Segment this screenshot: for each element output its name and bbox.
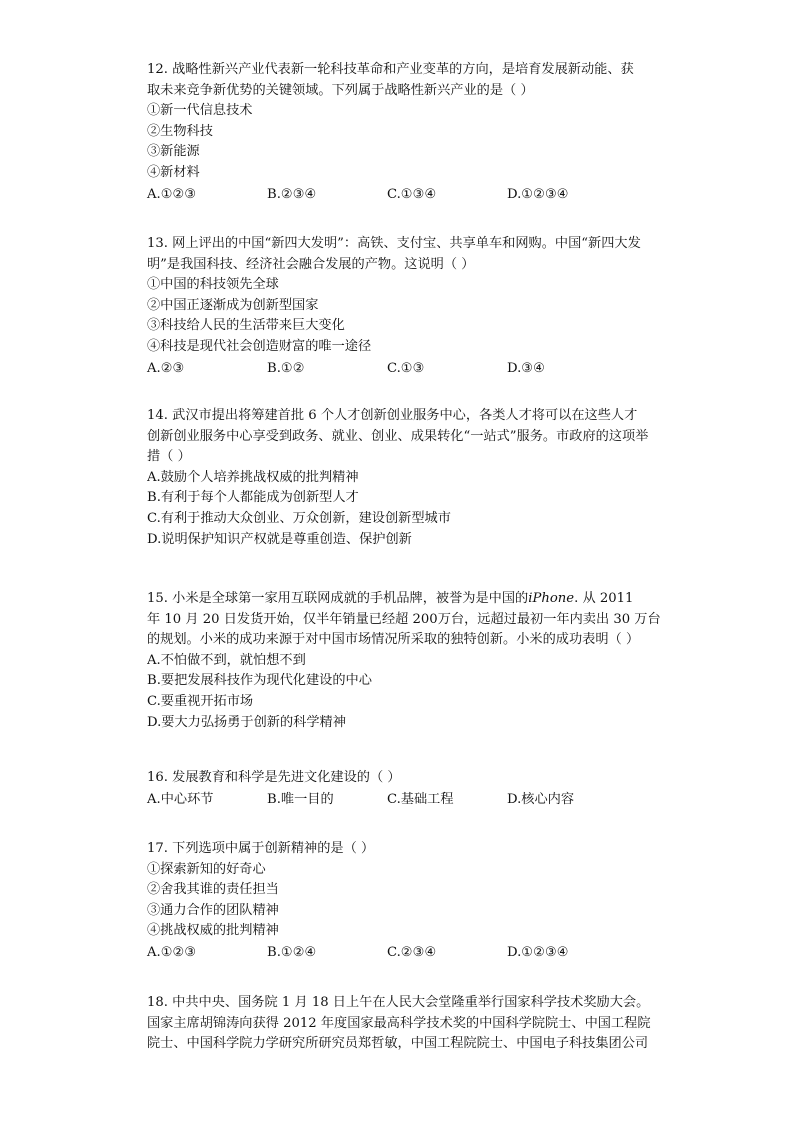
option-b: B.①②④: [267, 944, 317, 960]
option-b: B.要把发展科技作为现代化建设的中心: [147, 673, 372, 689]
statement: ④挑战权威的批判精神: [147, 923, 279, 939]
answer-options: [147, 358, 677, 380]
question-16: [147, 768, 677, 811]
question-text: 17. 下列选项中属于创新精神的是（ ）: [147, 841, 375, 856]
question-text: 取未来竞争新优势的关键领域。下列属于战略性新兴产业的是（ ）: [147, 82, 534, 98]
statement: ②生物科技: [147, 123, 213, 139]
option-d: D.核心内容: [507, 791, 575, 807]
question-text: 年 10 月 20 日发货开始，仅半年销量已经超 200万台，远超过最初一年内卖出 30 万台: [147, 611, 661, 627]
question-15: [147, 589, 677, 733]
statement: ③通力合作的团队精神: [147, 902, 279, 918]
question-14: [147, 406, 677, 550]
option-d: D.说明保护知识产权就是尊重创造、保护创新: [147, 531, 412, 547]
statement: ③科技给人民的生活带来巨大变化: [147, 318, 345, 334]
question-text: 14. 武汉市提出将筹建首批 6 个人才创新创业服务中心，各类人才将可以在这些人才: [147, 408, 638, 423]
question-text: 明”是我国科技、经济社会融合发展的产物。这说明（ ）: [147, 256, 475, 272]
statement: ①中国的科技领先全球: [147, 277, 279, 293]
question-text: 12. 战略性新兴产业代表新一轮科技革命和产业变革的方向，是培育发展新动能、获: [147, 62, 634, 77]
option-d: D.①②③④: [507, 944, 569, 960]
option-c: C.①③: [387, 360, 425, 376]
statement: ②舍我其谁的责任担当: [147, 882, 279, 898]
option-c: C.②③④: [387, 944, 437, 960]
option-d: D.①②③④: [507, 186, 569, 202]
statement: ①新一代信息技术: [147, 103, 253, 119]
option-b: B.唯一目的: [267, 791, 334, 807]
question-12: [147, 60, 677, 206]
option-a: A.不怕做不到，就怕想不到: [147, 652, 306, 668]
option-c: C.要重视开拓市场: [147, 693, 254, 709]
question-text: [147, 589, 677, 610]
product-name: iPhone: [528, 591, 575, 606]
question-text: 创新创业服务中心享受到政务、就业、创业、成果转化“一站式”服务。市政府的这项举: [147, 428, 649, 444]
option-a: A.①②③: [147, 944, 197, 960]
statement: ①探索新知的好奇心: [147, 861, 266, 877]
question-text: 16. 发展教育和科学是先进文化建设的（ ）: [147, 770, 401, 785]
option-d: D.③④: [507, 360, 545, 376]
question-text: 的规划。小米的成功来源于对中国市场情况所采取的独特创新。小米的成功表明（ ）: [147, 632, 640, 648]
answer-options: [147, 184, 677, 206]
option-a: A.①②③: [147, 186, 197, 202]
question-text: 国家主席胡锦涛向获得 2012 年度国家最高科学技术奖的中国科学院院士、中国工程院: [147, 1015, 651, 1031]
answer-options: [147, 942, 677, 964]
question-18: [147, 993, 677, 1055]
question-text: 院士、中国科学院力学研究所研究员郑哲敏，中国工程院院士、中国电子科技集团公司: [147, 1036, 649, 1052]
statement: ③新能源: [147, 144, 200, 160]
question-text: 措（ ）: [147, 449, 191, 465]
question-17: [147, 839, 677, 964]
option-c: C.基础工程: [387, 791, 454, 807]
option-a: A.鼓励个人培养挑战权威的批判精神: [147, 469, 359, 485]
text-segment: . 从 2011: [574, 591, 634, 606]
question-13: [147, 234, 677, 380]
option-d: D.要大力弘扬勇于创新的科学精神: [147, 714, 346, 730]
question-text: 18. 中共中央、国务院 1 月 18 日上午在人民大会堂隆重举行国家科学技术奖励大会。: [147, 995, 650, 1010]
option-b: B.有利于每个人都能成为创新型人才: [147, 490, 359, 506]
option-c: C.①③④: [387, 186, 437, 202]
statement: ④科技是现代社会创造财富的唯一途径: [147, 338, 372, 354]
statement: ④新材料: [147, 164, 200, 180]
option-b: B.①②: [267, 360, 305, 376]
statement: ②中国正逐渐成为创新型国家: [147, 297, 319, 313]
answer-options: [147, 789, 677, 811]
text-segment: 15. 小米是全球第一家用互联网成就的手机品牌，被誉为是中国的: [147, 591, 529, 606]
option-b: B.②③④: [267, 186, 317, 202]
option-a: A.中心环节: [147, 791, 214, 807]
question-text: 13. 网上评出的中国“新四大发明”：高铁、支付宝、共享单车和网购。中国“新四大发: [147, 236, 641, 251]
option-a: A.②③: [147, 360, 185, 376]
option-c: C.有利于推动大众创业、万众创新，建设创新型城市: [147, 510, 451, 526]
